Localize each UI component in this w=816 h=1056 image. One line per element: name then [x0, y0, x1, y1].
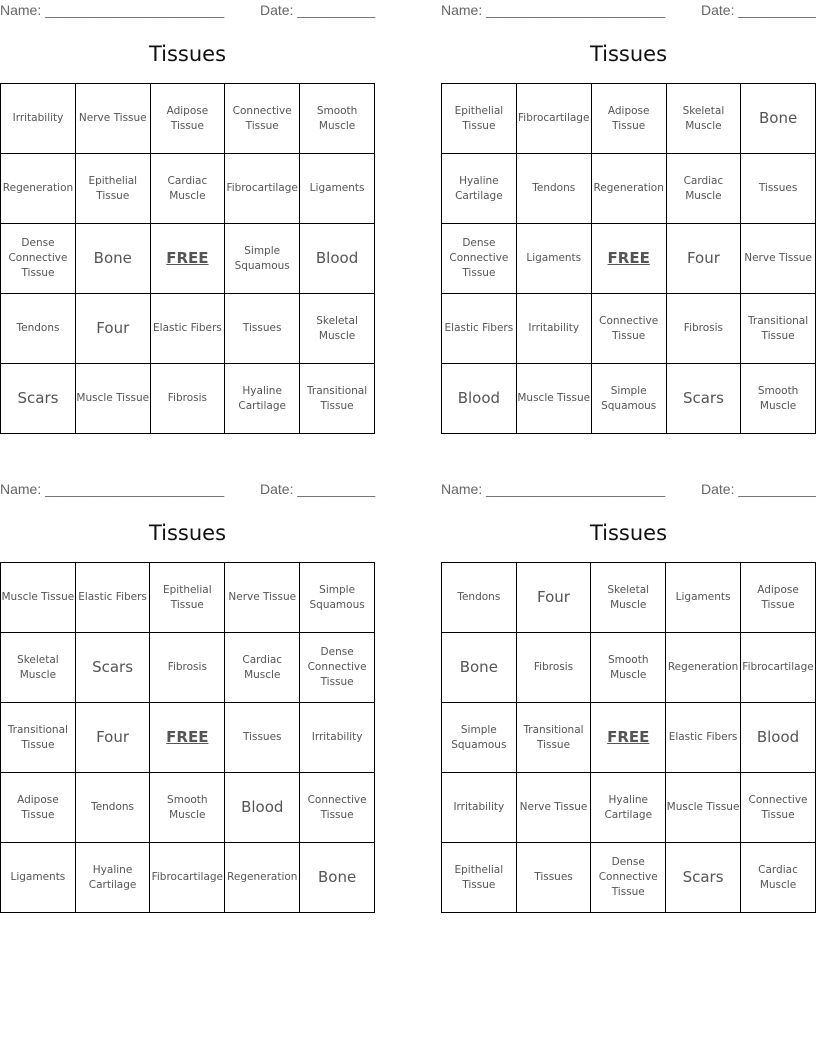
- date-field: Date: __________: [701, 2, 816, 18]
- grid-cell: Tissues: [516, 843, 591, 913]
- grid-cell: Tendons: [516, 154, 591, 224]
- grid-cell: Tissues: [225, 294, 300, 364]
- grid-cell: Adipose Tissue: [591, 84, 666, 154]
- grid-cell: Scars: [1, 364, 76, 434]
- grid-cell: Dense Connective Tissue: [591, 843, 666, 913]
- grid-cell: Hyaline Cartilage: [442, 154, 517, 224]
- bingo-grid: [0, 562, 375, 913]
- free-cell: FREE: [591, 703, 666, 773]
- grid-row: [442, 294, 816, 364]
- grid-row: [1, 703, 375, 773]
- grid-cell: Blood: [442, 364, 517, 434]
- grid-cell: Four: [516, 563, 591, 633]
- grid-cell: Bone: [442, 633, 517, 703]
- grid-cell: Epithelial Tissue: [75, 154, 150, 224]
- grid-row: [442, 364, 816, 434]
- grid-cell: Four: [75, 703, 150, 773]
- grid-cell: Dense Connective Tissue: [442, 224, 517, 294]
- grid-cell: Skeletal Muscle: [1, 633, 76, 703]
- card-title: Tissues: [148, 521, 227, 545]
- grid-cell: Muscle Tissue: [666, 773, 741, 843]
- grid-cell: Simple Squamous: [442, 703, 517, 773]
- name-field: Name: _______________________: [441, 481, 666, 497]
- grid-cell: Scars: [666, 364, 741, 434]
- grid-cell: Scars: [666, 843, 741, 913]
- grid-row: [442, 154, 816, 224]
- grid-cell: Muscle Tissue: [1, 563, 76, 633]
- grid-cell: Transitional Tissue: [300, 364, 375, 434]
- grid-row: [442, 84, 816, 154]
- grid-cell: Blood: [741, 703, 816, 773]
- grid-cell: Four: [666, 224, 741, 294]
- grid-cell: Nerve Tissue: [516, 773, 591, 843]
- grid-cell: Ligaments: [1, 843, 76, 913]
- grid-row: [1, 154, 375, 224]
- grid-cell: Cardiac Muscle: [741, 843, 816, 913]
- bingo-grid: [441, 83, 816, 434]
- grid-cell: Ligaments: [516, 224, 591, 294]
- grid-cell: Connective Tissue: [225, 84, 300, 154]
- grid-cell: Smooth Muscle: [150, 773, 225, 843]
- grid-cell: Skeletal Muscle: [591, 563, 666, 633]
- grid-cell: Regeneration: [1, 154, 76, 224]
- grid-cell: Tendons: [75, 773, 150, 843]
- grid-cell: Connective Tissue: [591, 294, 666, 364]
- grid-cell: Fibrocartilage: [150, 843, 225, 913]
- grid-cell: Epithelial Tissue: [442, 843, 517, 913]
- grid-cell: Connective Tissue: [741, 773, 816, 843]
- grid-cell: Irritability: [300, 703, 375, 773]
- name-date-line: [0, 479, 375, 499]
- free-cell: FREE: [591, 224, 666, 294]
- grid-cell: Scars: [75, 633, 150, 703]
- date-field: Date: __________: [701, 481, 816, 497]
- grid-row: [442, 224, 816, 294]
- grid-cell: Regeneration: [225, 843, 300, 913]
- grid-cell: Tendons: [1, 294, 76, 364]
- grid-cell: Blood: [225, 773, 300, 843]
- grid-cell: Irritability: [516, 294, 591, 364]
- grid-cell: Epithelial Tissue: [150, 563, 225, 633]
- grid-row: [1, 364, 375, 434]
- grid-cell: Transitional Tissue: [516, 703, 591, 773]
- grid-cell: Cardiac Muscle: [150, 154, 225, 224]
- grid-cell: Cardiac Muscle: [225, 633, 300, 703]
- grid-cell: Adipose Tissue: [1, 773, 76, 843]
- grid-cell: Smooth Muscle: [741, 364, 816, 434]
- grid-cell: Nerve Tissue: [225, 563, 300, 633]
- grid-row: [1, 843, 375, 913]
- grid-cell: Irritability: [442, 773, 517, 843]
- grid-cell: Nerve Tissue: [75, 84, 150, 154]
- grid-cell: Bone: [300, 843, 375, 913]
- grid-cell: Elastic Fibers: [150, 294, 225, 364]
- free-cell: FREE: [150, 703, 225, 773]
- grid-cell: Tendons: [442, 563, 517, 633]
- grid-cell: Skeletal Muscle: [300, 294, 375, 364]
- grid-cell: Adipose Tissue: [741, 563, 816, 633]
- grid-row: [1, 294, 375, 364]
- grid-row: [1, 224, 375, 294]
- grid-cell: Epithelial Tissue: [442, 84, 517, 154]
- grid-cell: Hyaline Cartilage: [225, 364, 300, 434]
- grid-cell: Smooth Muscle: [591, 633, 666, 703]
- name-date-line: [0, 0, 375, 20]
- grid-row: [442, 633, 816, 703]
- grid-cell: Tissues: [225, 703, 300, 773]
- grid-cell: Fibrocartilage: [516, 84, 591, 154]
- grid-cell: Transitional Tissue: [741, 294, 816, 364]
- grid-cell: Regeneration: [591, 154, 666, 224]
- grid-cell: Four: [75, 294, 150, 364]
- grid-cell: Simple Squamous: [300, 563, 375, 633]
- date-field: Date: __________: [260, 481, 376, 497]
- grid-row: [442, 703, 816, 773]
- name-field: Name: _______________________: [0, 2, 225, 18]
- grid-cell: Simple Squamous: [225, 224, 300, 294]
- grid-cell: Fibrosis: [150, 633, 225, 703]
- card-title: Tissues: [148, 42, 227, 66]
- grid-row: [1, 773, 375, 843]
- grid-cell: Dense Connective Tissue: [300, 633, 375, 703]
- grid-cell: Bone: [75, 224, 150, 294]
- grid-row: [1, 633, 375, 703]
- grid-cell: Cardiac Muscle: [666, 154, 741, 224]
- grid-cell: Muscle Tissue: [75, 364, 150, 434]
- bingo-grid: [441, 562, 816, 913]
- grid-cell: Elastic Fibers: [666, 703, 741, 773]
- name-date-line: [441, 479, 816, 499]
- grid-cell: Transitional Tissue: [1, 703, 76, 773]
- grid-cell: Elastic Fibers: [442, 294, 517, 364]
- grid-cell: Fibrosis: [666, 294, 741, 364]
- grid-cell: Elastic Fibers: [75, 563, 150, 633]
- grid-cell: Regeneration: [666, 633, 741, 703]
- free-cell: FREE: [150, 224, 225, 294]
- bingo-grid: [0, 83, 375, 434]
- grid-cell: Adipose Tissue: [150, 84, 225, 154]
- grid-cell: Ligaments: [300, 154, 375, 224]
- grid-cell: Fibrocartilage: [225, 154, 300, 224]
- grid-cell: Blood: [300, 224, 375, 294]
- grid-row: [442, 563, 816, 633]
- card-title: Tissues: [589, 521, 668, 545]
- card-title: Tissues: [589, 42, 668, 66]
- grid-cell: Fibrocartilage: [741, 633, 816, 703]
- grid-cell: Skeletal Muscle: [666, 84, 741, 154]
- grid-cell: Smooth Muscle: [300, 84, 375, 154]
- grid-row: [1, 84, 375, 154]
- name-field: Name: _______________________: [0, 481, 225, 497]
- name-field: Name: _______________________: [441, 2, 666, 18]
- grid-cell: Connective Tissue: [300, 773, 375, 843]
- date-field: Date: __________: [260, 2, 376, 18]
- grid-cell: Fibrosis: [516, 633, 591, 703]
- grid-cell: Nerve Tissue: [741, 224, 816, 294]
- grid-cell: Fibrosis: [150, 364, 225, 434]
- grid-cell: Hyaline Cartilage: [591, 773, 666, 843]
- grid-cell: Bone: [741, 84, 816, 154]
- grid-cell: Muscle Tissue: [516, 364, 591, 434]
- grid-cell: Irritability: [1, 84, 76, 154]
- grid-cell: Tissues: [741, 154, 816, 224]
- grid-cell: Simple Squamous: [591, 364, 666, 434]
- grid-cell: Ligaments: [666, 563, 741, 633]
- name-date-line: [441, 0, 816, 20]
- grid-row: [1, 563, 375, 633]
- grid-row: [442, 773, 816, 843]
- grid-cell: Hyaline Cartilage: [75, 843, 150, 913]
- grid-cell: Dense Connective Tissue: [1, 224, 76, 294]
- grid-row: [442, 843, 816, 913]
